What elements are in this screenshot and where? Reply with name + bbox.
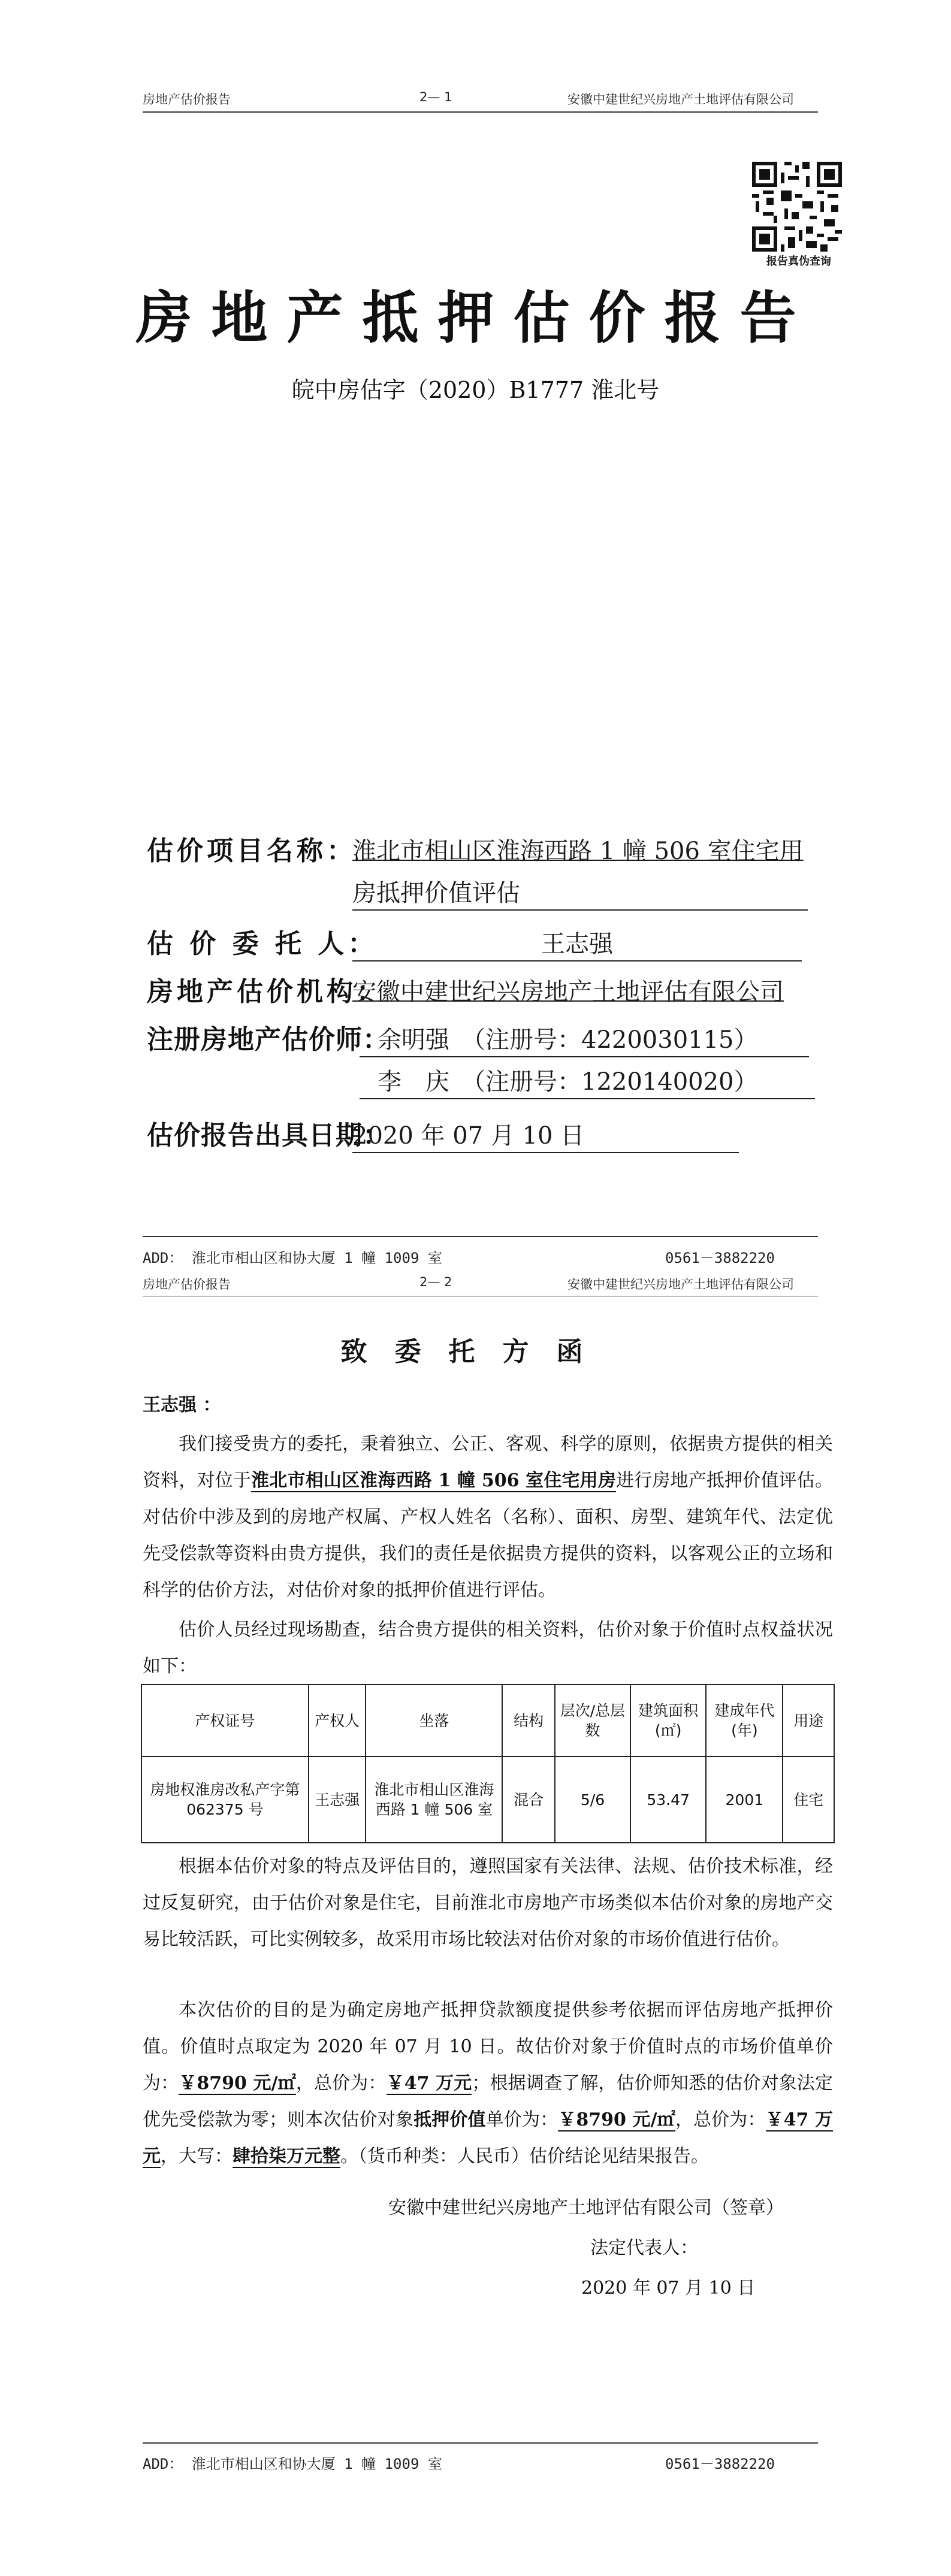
total-price-mortgage: ￥47 万元 — [143, 2109, 834, 2167]
unit-price-mortgage: ￥8790 元/㎡ — [558, 2109, 675, 2130]
table-header: 结构 — [502, 1685, 555, 1756]
project-value-line1: 淮北市相山区淮海西路 1 幢 506 室住宅用 — [352, 837, 804, 865]
p4-text: 。（货币种类：人民币）估价结论见结果报告。 — [340, 2146, 709, 2167]
total-price-uppercase: 肆拾柒万元整 — [233, 2146, 340, 2167]
table-cell: 53.47 — [630, 1756, 706, 1843]
table-cell: 王志强 — [309, 1756, 366, 1843]
footer-address: ADD： 淮北市相山区和协大厦 1 幢 1009 室 — [143, 2456, 442, 2472]
agency-label: 房地产估价机构： — [147, 976, 387, 1007]
qr-caption: 报告真伪查询 — [766, 255, 831, 268]
header-left: 房地产估价报告 — [143, 1277, 231, 1292]
table-cell: 5/6 — [555, 1756, 630, 1843]
client-row — [147, 926, 378, 963]
footer-phone: 0561－3882220 — [665, 2456, 775, 2472]
header-right: 安徽中建世纪兴房地产土地评估有限公司 — [567, 1277, 794, 1292]
table-cell: 淮北市相山区淮海西路 1 幢 506 室 — [366, 1756, 502, 1843]
header-right: 安徽中建世纪兴房地产土地评估有限公司 — [567, 92, 794, 107]
paragraph-3: 根据本估价对象的特点及评估目的，遵照国家有关法律、法规、估价技术标准，经过反复研究，由于估价对象是住宅，目前淮北市房地产市场类似本估价对象的房地产交易比较活跃，可比实例较多，故采用市场比较法对估价对象的市场价值进行估价。 — [143, 1856, 833, 1950]
salutation: 王志强 ： — [143, 1395, 221, 1416]
p4-text: ，总价为： — [295, 2073, 387, 2094]
table-header: 用途 — [783, 1685, 834, 1756]
appraiser-row — [147, 1021, 390, 1059]
agency-value: 安徽中建世纪兴房地产土地评估有限公司 — [352, 978, 784, 1006]
table-header: 层次/总层数 — [555, 1685, 630, 1756]
appraiser-label: 注册房地产估价师： — [147, 1024, 390, 1055]
table-header-row — [141, 1685, 834, 1756]
header-page-number: 2— 2 — [419, 1275, 452, 1289]
p4-text: ，大写： — [161, 2146, 233, 2167]
signature-company: 安徽中建世纪兴房地产土地评估有限公司（签章） — [388, 2197, 784, 2218]
date-label: 估价报告出具日期： — [147, 1120, 390, 1151]
p1-text-2: 进行房地产抵押价值评估。对估价中涉及到的房地产权属、产权人姓名（名称）、面积、房型、建筑年代、法定优先受偿款等资料由贵方提供，我们的责任是依据贵方提供的资料，以客观公正的立场和科学的估价方法，对估价对象的抵押价值进行评估。 — [143, 1470, 833, 1601]
p1-text: 我们接受贵方的委托，秉着独立、公正、客观、科学的原则，依据贵方提供的相关资料，对位于 — [143, 1434, 833, 1491]
appraiser-1: 余明强 （注册号：4220030115） — [360, 1023, 809, 1057]
qr-code-icon — [752, 162, 842, 252]
table-row — [141, 1756, 834, 1843]
table-cell: 住宅 — [783, 1756, 834, 1843]
table-cell: 房地权淮房改私产字第 062375 号 — [141, 1756, 309, 1843]
unit-price-market: ￥8790 元/㎡ — [179, 2073, 296, 2094]
report-number: 皖中房估字（2020）B1777 淮北号 — [291, 377, 660, 403]
mortgage-value-label: 抵押价值 — [413, 2109, 486, 2130]
header-rule — [143, 111, 818, 113]
cover-title: 房地产抵押估价报告 — [135, 285, 816, 351]
paragraph-2: 估价人员经过现场勘查，结合贵方提供的相关资料，估价对象于价值时点权益状况如下： — [143, 1619, 833, 1677]
footer-phone: 0561－3882220 — [665, 1250, 775, 1266]
agency-row — [147, 973, 387, 1011]
table-cell: 混合 — [502, 1756, 555, 1843]
client-label: 估 价 委 托 人： — [147, 929, 378, 959]
appraiser-2: 李 庆 （注册号：1220140020） — [360, 1065, 815, 1099]
footer-rule — [143, 1236, 818, 1237]
table-header: 产权人 — [309, 1685, 366, 1756]
table-header: 产权证号 — [141, 1685, 309, 1756]
client-value: 王志强 — [352, 927, 802, 962]
table-header: 坐落 — [366, 1685, 502, 1756]
p4-text: ；根据调查了解，估价师知悉的估价对象法定优先受偿款为零；则本次估价对象 — [143, 2073, 834, 2130]
property-table — [141, 1684, 835, 1843]
date-value: 2020 年 07 月 10 日 — [352, 1118, 739, 1153]
p4-text: 本次估价的目的是为确定房地产抵押贷款额度提供参考依据而评估房地产抵押价值。价值时点取定为 2020 年 07 月 10 日。故估价对象于价值时点的市场价值单价为： — [143, 2000, 833, 2094]
letter-title: 致委托方函 — [340, 1337, 611, 1367]
paragraph-1 — [143, 1426, 833, 1609]
project-value-line2: 房抵押价值评估 — [352, 876, 808, 911]
table-header: 建成年代(年) — [706, 1685, 783, 1756]
p1-property: 淮北市相山区淮海西路 1 幢 506 室住宅用房 — [251, 1470, 616, 1491]
header-left: 房地产估价报告 — [143, 92, 231, 107]
header-page-number: 2— 1 — [419, 90, 452, 104]
table-cell: 2001 — [706, 1756, 783, 1843]
footer-rule — [143, 2442, 818, 2444]
project-row — [147, 833, 357, 870]
signature-representative: 法定代表人： — [590, 2238, 698, 2258]
signature-date: 2020 年 07 月 10 日 — [581, 2278, 756, 2299]
paragraph-4 — [143, 1992, 833, 2175]
table-header: 建筑面积(㎡) — [630, 1685, 706, 1756]
project-label: 估价项目名称： — [147, 836, 357, 866]
p4-text: 单价为： — [485, 2109, 558, 2130]
p4-text: ，总价为： — [675, 2109, 766, 2130]
total-price-market: ￥47 万元 — [386, 2073, 472, 2094]
footer-address: ADD： 淮北市相山区和协大厦 1 幢 1009 室 — [143, 1250, 442, 1266]
